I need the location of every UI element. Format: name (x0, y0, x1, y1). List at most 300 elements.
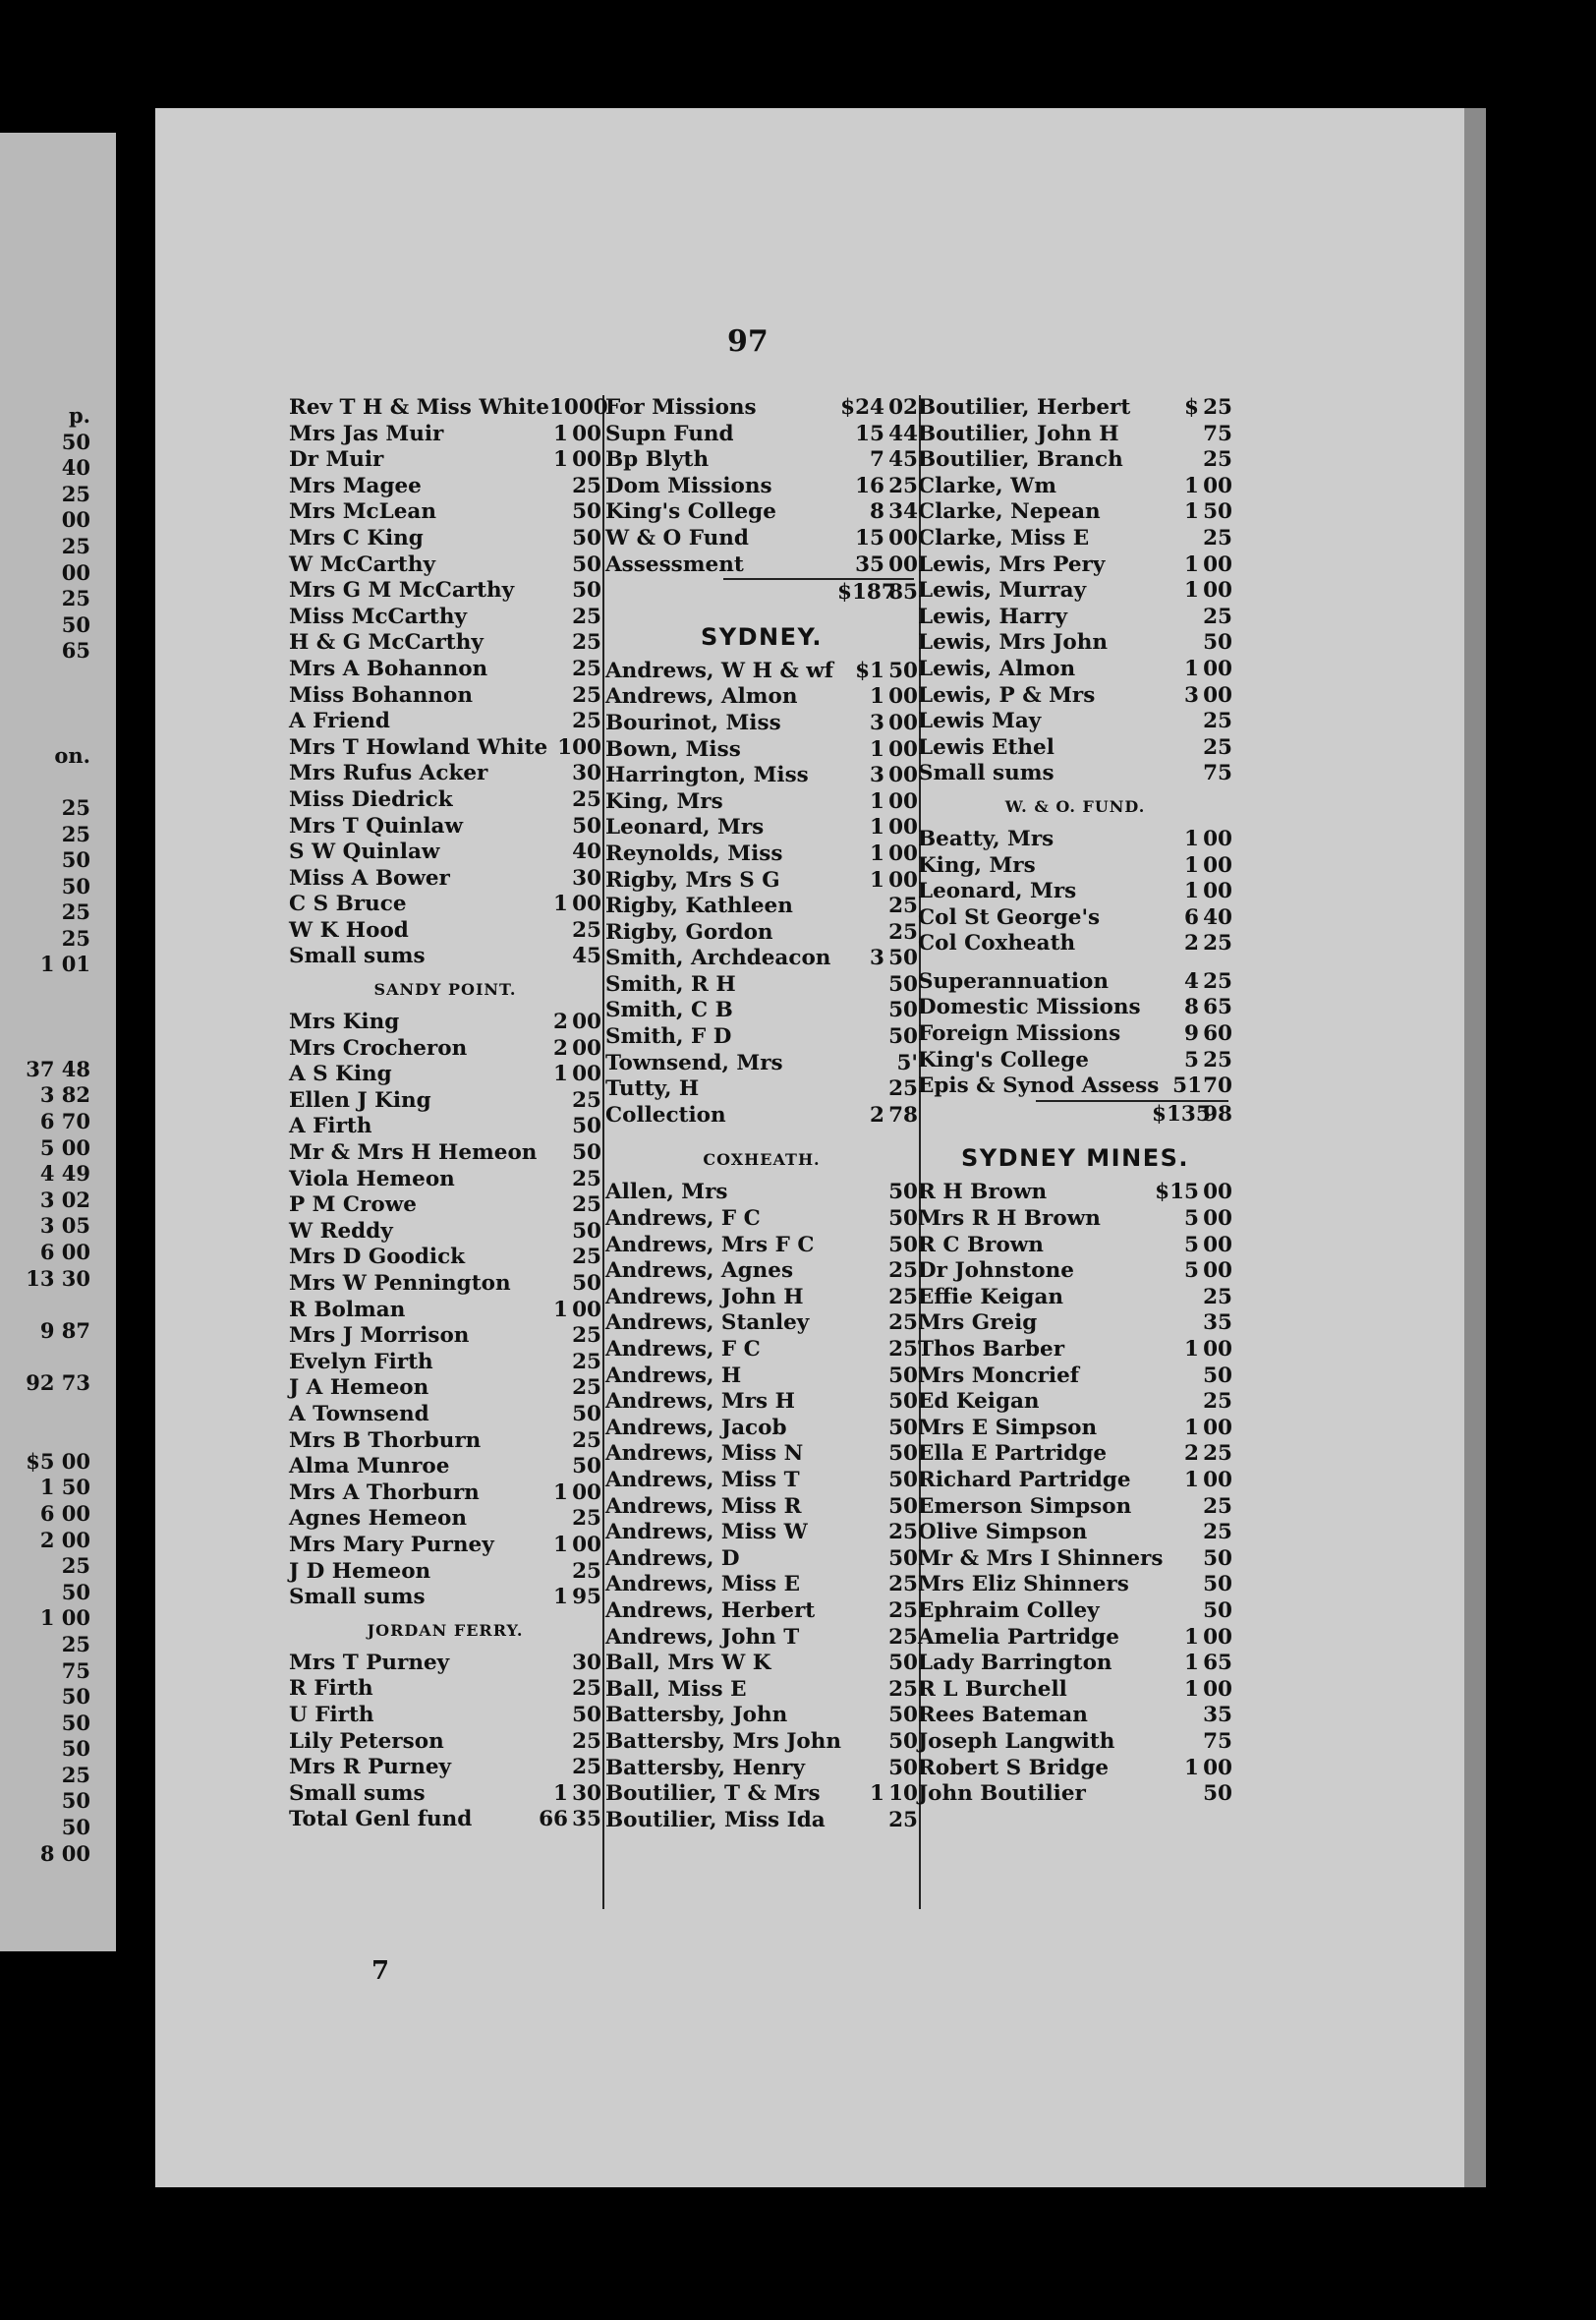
entry-name: Mrs Eliz Shinners (918, 1572, 1129, 1597)
previous-page-amount: 25 (61, 586, 90, 611)
entry-cents: 25 (572, 786, 601, 812)
entry-name: C S Bruce (289, 892, 407, 917)
entry-name: Ellen J King (289, 1087, 431, 1113)
entry-cents: 00 (1203, 1180, 1232, 1205)
entry-cents: 00 (888, 841, 918, 866)
entry-name: Mrs E Simpson (918, 1415, 1098, 1440)
ledger-entry (289, 1192, 601, 1219)
ledger-entry (605, 1468, 918, 1494)
ledger-entry (605, 711, 918, 737)
entry-cents: 25 (572, 1349, 601, 1374)
entry-name: Boutilier, Miss Ida (605, 1807, 826, 1832)
ledger-entry (605, 998, 918, 1024)
previous-page-amount: 25 (61, 1553, 90, 1579)
entry-name: Joseph Langwith (918, 1728, 1115, 1754)
entry-cents: 50 (572, 813, 601, 839)
entry-cents: 35 (572, 1807, 601, 1832)
entry-name: Tutty, H (605, 1076, 700, 1102)
entry-cents: 00 (572, 1035, 601, 1061)
entry-dollars: 16 (855, 473, 884, 498)
entry-dollars: 1 (1184, 656, 1199, 681)
entry-name: Mrs B Thorburn (289, 1427, 482, 1453)
entry-cents: 25 (1203, 709, 1232, 734)
previous-page-amount: 50 (61, 1815, 90, 1840)
previous-page-amount: 50 (61, 873, 90, 899)
entry-cents: 25 (572, 604, 601, 629)
ledger-entry (289, 761, 601, 787)
entry-cents: 25 (572, 1323, 601, 1349)
entry-name: J D Hemeon (289, 1558, 431, 1584)
previous-page-amount (0, 1030, 98, 1057)
entry-cents: 25 (572, 630, 601, 656)
entry-cents: 25 (888, 1520, 918, 1545)
entry-dollars: 5 (1184, 1232, 1199, 1257)
entry-dollars: 1 (1184, 1337, 1199, 1362)
entry-dollars: 10 (548, 395, 579, 420)
section-heading: W. & O. FUND. (1004, 796, 1146, 816)
previous-page-amount: 3 02 (39, 1187, 90, 1212)
ledger-entry (605, 1808, 918, 1834)
entry-name: Dr Muir (289, 447, 384, 473)
entry-cents: 50 (572, 1218, 601, 1244)
previous-page-amount: 37 48 (26, 1056, 90, 1081)
entry-name: W K Hood (289, 917, 409, 943)
entry-cents: 50 (1203, 499, 1232, 525)
ledger-entry (605, 737, 918, 764)
entry-cents: 00 (1203, 826, 1232, 851)
entry-cents: 00 (572, 1297, 601, 1322)
ledger-entry (289, 474, 601, 500)
ledger-entry (918, 474, 1232, 500)
entry-name: Foreign Missions (918, 1021, 1121, 1047)
entry-name: Townsend, Mrs (605, 1050, 783, 1075)
entry-cents: 25 (888, 473, 918, 498)
previous-page-amounts (0, 403, 98, 1867)
ledger-entry (918, 1781, 1232, 1808)
entry-dollars: 1 (553, 1585, 568, 1610)
entry-cents: 25 (1203, 1520, 1232, 1545)
entry-cents: 00 (1203, 1206, 1232, 1232)
ledger-entry (605, 920, 918, 947)
entry-name: P M Crowe (289, 1192, 417, 1218)
ledger-entry (605, 1756, 918, 1782)
entry-name: Mrs D Goodick (289, 1245, 466, 1270)
entry-name: Andrews, D (605, 1545, 740, 1571)
previous-page-amount (0, 691, 98, 718)
ledger-entry (289, 1402, 601, 1428)
entry-dollars: 2 (870, 1102, 884, 1128)
entry-cents: 50 (572, 1140, 601, 1166)
entry-cents: 50 (572, 1114, 601, 1139)
entry-dollars: 1 (1184, 826, 1199, 851)
entry-name: Col Coxheath (918, 931, 1076, 957)
entry-cents: 50 (888, 1389, 918, 1415)
entry-cents: 50 (888, 1024, 918, 1050)
ledger-entry (605, 1572, 918, 1598)
entry-cents: 50 (888, 1493, 918, 1519)
entry-cents: 50 (1203, 630, 1232, 656)
entry-name: Mrs Mary Purney (289, 1532, 494, 1557)
previous-page-amount: $5 00 (26, 1448, 90, 1474)
entry-name: Clarke, Miss E (918, 525, 1090, 551)
entry-name: A Firth (289, 1114, 372, 1139)
entry-name: Amelia Partridge (918, 1624, 1119, 1650)
entry-cents: 50 (888, 1415, 918, 1440)
entry-name: Mrs Crocheron (289, 1035, 468, 1061)
ledger-entry (918, 1337, 1232, 1363)
entry-dollars: $1 (855, 658, 884, 683)
ledger-entry (918, 1363, 1232, 1390)
entry-dollars: 1 (1184, 1467, 1199, 1492)
entry-name: Rigby, Gordon (605, 919, 773, 945)
entry-name: Mrs A Thorburn (289, 1479, 480, 1505)
entry-cents: 44 (888, 421, 918, 446)
entry-cents: 00 (888, 736, 918, 762)
ledger-entry (289, 1703, 601, 1729)
previous-page-amount: 25 (61, 481, 90, 506)
entry-cents: 50 (1203, 1545, 1232, 1571)
entry-cents: 00 (572, 1479, 601, 1505)
ledger-entry (289, 1088, 601, 1115)
ledger-entry (289, 814, 601, 841)
entry-name: Mrs C King (289, 525, 424, 551)
ledger-entry (605, 1703, 918, 1729)
entry-cents: 70 (1203, 1073, 1232, 1099)
entry-dollars: 2 (553, 1035, 568, 1061)
entry-name: A Townsend (289, 1401, 429, 1426)
entry-name: Dr Johnstone (918, 1258, 1074, 1284)
entry-name: Mrs G M McCarthy (289, 578, 515, 604)
ledger-entry (289, 422, 601, 448)
entry-dollars: 4 (1184, 968, 1199, 994)
spacer (918, 957, 1232, 969)
ledger-entry (605, 1441, 918, 1468)
ledger-entry (289, 605, 601, 631)
entry-name: Mr & Mrs I Shinners (918, 1545, 1164, 1571)
entry-name: Smith, C B (605, 998, 733, 1023)
entry-dollars: 1 (1184, 1755, 1199, 1780)
ledger-entry (289, 1506, 601, 1533)
ledger-entry (289, 787, 601, 814)
entry-cents: 00 (888, 551, 918, 577)
ledger-entry (289, 1651, 601, 1677)
ledger-entry (289, 892, 601, 918)
entry-dollars: 1 (870, 736, 884, 762)
entry-dollars: 1 (553, 1297, 568, 1322)
entry-cents: 30 (572, 865, 601, 891)
entry-name: Mrs Rufus Acker (289, 761, 488, 786)
ledger-entry (289, 630, 601, 657)
ledger-entry (605, 1051, 918, 1077)
entry-name: Mr & Mrs H Hemeon (289, 1140, 538, 1166)
ledger-entry (918, 1310, 1232, 1337)
entry-cents: 50 (572, 551, 601, 577)
ledger-entry (605, 841, 918, 868)
entry-dollars: 51 (1172, 1073, 1203, 1099)
entry-cents: 50 (572, 499, 601, 525)
entry-name: R H Brown (918, 1180, 1048, 1205)
entry-cents: 65 (1203, 1651, 1232, 1676)
entry-name: Lewis, Mrs Pery (918, 551, 1106, 577)
entry-cents: 25 (888, 1284, 918, 1309)
entry-name: Mrs King (289, 1010, 400, 1035)
ledger-entry (605, 1285, 918, 1311)
entry-name: Ephraim Colley (918, 1597, 1100, 1623)
entry-cents: 25 (888, 1807, 918, 1832)
entry-cents: 50 (572, 1401, 601, 1426)
entry-name: Supn Fund (605, 421, 734, 446)
entry-name: Small sums (289, 1780, 426, 1806)
ledger-entry (289, 1219, 601, 1246)
previous-page-amount: 00 (61, 507, 90, 533)
ledger-entry (289, 1729, 601, 1756)
entry-dollars: 1 (1184, 473, 1199, 498)
section-heading: SYDNEY MINES. (961, 1144, 1189, 1173)
ledger-entry (289, 866, 601, 893)
ledger-entry (918, 735, 1232, 762)
entry-cents: 25 (1203, 525, 1232, 551)
entry-cents: 50 (572, 1702, 601, 1727)
entry-name: Leonard, Mrs (605, 815, 765, 841)
section-heading: JORDAN FERRY. (367, 1620, 524, 1640)
previous-page-amount: 25 (61, 533, 90, 558)
entry-cents: 85 (888, 580, 918, 606)
ledger-entry (289, 1755, 601, 1781)
entry-dollars: 9 (1184, 1021, 1199, 1047)
entry-cents: 25 (572, 656, 601, 681)
entry-cents: 45 (888, 447, 918, 473)
entry-cents: 00 (572, 892, 601, 917)
previous-page-amount: 25 (61, 821, 90, 846)
entry-name: Superannuation (918, 968, 1110, 994)
ledger-entry (918, 1416, 1232, 1442)
ledger-entry (605, 1677, 918, 1704)
entry-name: Harrington, Miss (605, 763, 809, 788)
ledger-entry (289, 944, 601, 970)
section-heading: COXHEATH. (703, 1150, 821, 1170)
entry-name: Andrews, Stanley (605, 1310, 810, 1336)
entry-name: Robert S Bridge (918, 1755, 1110, 1780)
entry-cents: 02 (888, 395, 918, 420)
ledger-entry (605, 1180, 918, 1206)
previous-page-amount: 65 (61, 638, 90, 664)
entry-name: Domestic Missions (918, 995, 1141, 1020)
ledger-entry (605, 1781, 918, 1808)
ledger-entry (289, 1428, 601, 1455)
entry-dollars: 2 (553, 1010, 568, 1035)
entry-cents: 25 (572, 1192, 601, 1218)
ledger-entry (289, 1114, 601, 1140)
ledger-entry (289, 1676, 601, 1703)
entry-cents: 00 (1203, 682, 1232, 708)
entry-dollars: 1 (1184, 1651, 1199, 1676)
previous-page-amount (0, 1344, 98, 1370)
ledger-entry (918, 447, 1232, 474)
ledger-entry (918, 1703, 1232, 1729)
entry-cents: 25 (572, 1427, 601, 1453)
entry-dollars: 1 (1184, 499, 1199, 525)
ledger-entry (605, 868, 918, 895)
ledger-entry (918, 709, 1232, 735)
ledger-entry (918, 969, 1232, 996)
entry-name: Andrews, John H (605, 1284, 804, 1309)
entry-cents: 00 (572, 1062, 601, 1087)
entry-name: Andrews, Miss N (605, 1441, 804, 1467)
entry-name: For Missions (605, 395, 757, 420)
ledger-entry (605, 1546, 918, 1573)
entry-cents: 78 (888, 1102, 918, 1128)
entry-cents: 50 (572, 1271, 601, 1296)
entry-name: Andrews, Miss E (605, 1572, 800, 1597)
ledger-entry (918, 630, 1232, 657)
entry-dollars: 1 (1184, 1415, 1199, 1440)
entry-name: John Boutilier (918, 1781, 1086, 1807)
previous-page-amount (0, 978, 98, 1005)
entry-cents: 50 (888, 1545, 918, 1571)
entry-cents: 25 (888, 919, 918, 945)
previous-page-amount: 50 (61, 847, 90, 873)
entry-name: Andrews, Herbert (605, 1597, 816, 1623)
previous-page-amount: 13 30 (26, 1265, 90, 1291)
ledger-entry (918, 1073, 1232, 1100)
entry-dollars: 3 (870, 763, 884, 788)
ledger-entry (289, 918, 601, 945)
entry-name: A S King (289, 1062, 392, 1087)
ledger-entry (918, 605, 1232, 631)
entry-dollars: 8 (1184, 995, 1199, 1020)
ledger-entry (605, 946, 918, 972)
entry-name: Lily Peterson (289, 1728, 444, 1754)
ledger-entry (605, 1598, 918, 1625)
ledger-entry (289, 840, 601, 866)
entry-cents: 35 (1203, 1703, 1232, 1728)
entry-dollars: 5 (1184, 1206, 1199, 1232)
ledger-entry (918, 1206, 1232, 1233)
ledger-entry (289, 735, 601, 762)
ledger-entry (918, 1520, 1232, 1546)
ledger-entry (289, 552, 601, 579)
ledger-entry (918, 1651, 1232, 1677)
ledger-entry (289, 526, 601, 552)
entry-name: Andrews, Jacob (605, 1415, 787, 1440)
entry-dollars: 1 (553, 892, 568, 917)
ledger-entry (289, 1350, 601, 1376)
ledger-entry (605, 789, 918, 816)
previous-page-amount (0, 769, 98, 795)
ledger-entry (289, 1245, 601, 1271)
entry-dollars: 8 (870, 499, 884, 525)
entry-cents: 00 (572, 1010, 601, 1035)
previous-page-amount: 6 00 (39, 1240, 90, 1264)
previous-page-amount: p. (69, 403, 90, 428)
entry-name: Ball, Miss E (605, 1676, 747, 1702)
entry-cents: 25 (888, 1572, 918, 1597)
entry-name: Rees Bateman (918, 1703, 1088, 1728)
entry-dollars: 1 (870, 867, 884, 893)
entry-cents: 25 (1203, 447, 1232, 473)
entry-cents: 10 (888, 1781, 918, 1807)
entry-name: Boutilier, John H (918, 421, 1119, 446)
previous-page-amount: 3 05 (39, 1213, 90, 1239)
previous-page-amount: 00 (61, 559, 90, 585)
entry-name: R Firth (289, 1676, 373, 1702)
ledger-entry (605, 1625, 918, 1652)
entry-dollars: 1 (553, 447, 568, 473)
entry-cents: 50 (572, 578, 601, 604)
entry-dollars: 1 (870, 841, 884, 866)
ledger-entry (918, 1021, 1232, 1048)
ledger-entry (289, 657, 601, 683)
entry-dollars: 1 (553, 1062, 568, 1087)
entry-dollars: 7 (870, 447, 884, 473)
ledger-entry (289, 1062, 601, 1088)
entry-cents: 25 (572, 1506, 601, 1532)
ledger-entry (605, 972, 918, 999)
entry-dollars: 2 (1184, 931, 1199, 957)
entry-dollars: 1 (553, 421, 568, 446)
entry-name: Andrews, F C (605, 1337, 761, 1362)
entry-cents: 25 (1203, 604, 1232, 629)
previous-page-amount: 2 00 (39, 1527, 90, 1552)
entry-name: Andrews, Miss R (605, 1493, 802, 1519)
previous-page-amount: 50 (61, 1579, 90, 1604)
entry-cents: 00 (1203, 551, 1232, 577)
entry-dollars: 1 (1184, 578, 1199, 604)
ledger-entry (605, 474, 918, 500)
entry-name: Andrews, Almon (605, 684, 798, 710)
entry-name: Lewis, Almon (918, 656, 1076, 681)
entry-name: Lady Barrington (918, 1651, 1112, 1676)
ledger-entry (918, 578, 1232, 605)
entry-dollars: 66 (539, 1807, 568, 1832)
previous-page-amount (0, 1397, 98, 1423)
entry-dollars: $187 (837, 580, 896, 606)
ledger-entry (918, 1756, 1232, 1782)
previous-page-amount (0, 1005, 98, 1031)
entry-cents: 00 (572, 447, 601, 473)
ledger-entry (918, 1048, 1232, 1074)
previous-page-amount: 1 00 (39, 1605, 90, 1631)
entry-name: Olive Simpson (918, 1520, 1088, 1545)
entry-cents: 00 (1203, 656, 1232, 681)
entry-dollars: $135 (1152, 1101, 1211, 1127)
previous-page-amount: 9 87 (39, 1317, 90, 1343)
entry-cents: 25 (572, 473, 601, 498)
entry-cents: 25 (888, 1337, 918, 1362)
entry-name: Mrs R H Brown (918, 1206, 1101, 1232)
ledger-entry (918, 526, 1232, 552)
entry-name: Rigby, Mrs S G (605, 867, 780, 893)
entry-name: Ella E Partridge (918, 1441, 1108, 1467)
entry-cents: 25 (888, 1676, 918, 1702)
entry-cents: 50 (888, 658, 918, 683)
ledger-entry (289, 447, 601, 474)
ledger-entry (918, 552, 1232, 579)
entry-cents: 25 (572, 682, 601, 708)
entry-name: Mrs Greig (918, 1310, 1038, 1336)
previous-page-amount: 50 (61, 1736, 90, 1762)
entry-cents: 00 (888, 525, 918, 551)
ledger-entry (605, 763, 918, 789)
ledger-entry (289, 1010, 601, 1036)
entry-name: Allen, Mrs (605, 1180, 728, 1205)
previous-page-amount (0, 717, 98, 743)
entry-cents: 50 (888, 1232, 918, 1257)
entry-name: Lewis, Harry (918, 604, 1067, 629)
entry-name: Assessment (605, 551, 744, 577)
ledger-entry (918, 1180, 1232, 1206)
entry-cents: 40 (1203, 904, 1232, 930)
